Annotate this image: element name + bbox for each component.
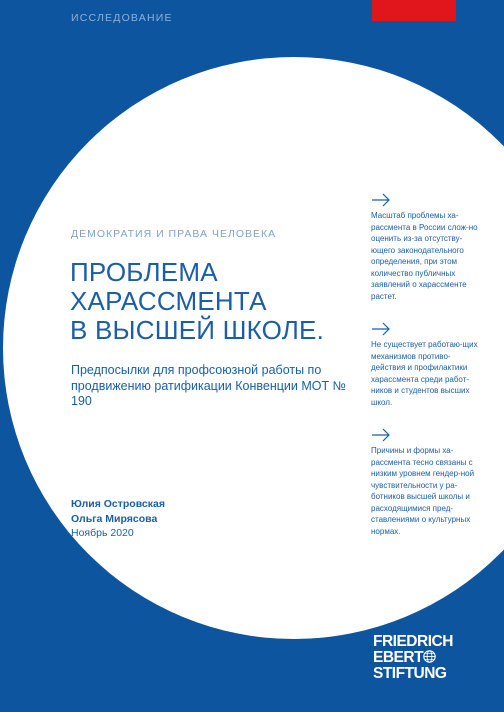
logo-line: STIFTUNG <box>373 665 447 682</box>
category-label: ДЕМОКРАТИЯ И ПРАВА ЧЕЛОВЕКА <box>71 228 277 240</box>
author-name: Ольга Мирясова <box>71 512 158 525</box>
arrow-right-icon <box>371 428 391 442</box>
title-line: ХАРАССМЕНТА <box>70 286 267 316</box>
fes-logo <box>373 634 453 682</box>
red-tab <box>372 0 456 21</box>
key-point-text: Не существует работаю-щих механизмов противо-действия и профилактики харассмента среди работ-ников и студентов высших школ. <box>371 340 478 407</box>
key-point <box>371 428 483 537</box>
key-point <box>371 322 483 408</box>
series-label: ИССЛЕДОВАНИЕ <box>71 12 173 24</box>
key-points <box>371 193 483 557</box>
key-point-text: Масштаб проблемы ха-рассмента в России слож-но оценить из-за отсутству-ющего законодательного определения, при этом количество публичных заявлений о харассменте растет. <box>371 211 478 301</box>
report-title <box>70 258 324 345</box>
authors-block <box>71 497 165 541</box>
author-name: Юлия Островская <box>71 498 165 510</box>
title-line: ПРОБЛЕМА <box>70 257 218 287</box>
arrow-right-icon <box>371 193 391 207</box>
logo-line: EBERT <box>373 649 424 666</box>
report-subtitle: Предпосылки для профсоюзной работы по продвижению ратификации Конвенции МОТ № 190 <box>71 363 346 408</box>
title-line: В ВЫСШЕЙ ШКОЛЕ. <box>70 315 325 345</box>
logo-line: FRIEDRICH <box>373 633 453 650</box>
key-point-text: Причины и формы ха-рассмента тесно связаны с низким уровнем гендер-ной чувствительности у ра-ботников высшей школы и расходящимися пред-ставлениями о культурных нормах. <box>371 446 475 536</box>
arrow-right-icon <box>371 322 391 336</box>
key-point <box>371 193 483 302</box>
publication-date: Ноябрь 2020 <box>71 527 134 539</box>
globe-icon <box>423 650 436 663</box>
